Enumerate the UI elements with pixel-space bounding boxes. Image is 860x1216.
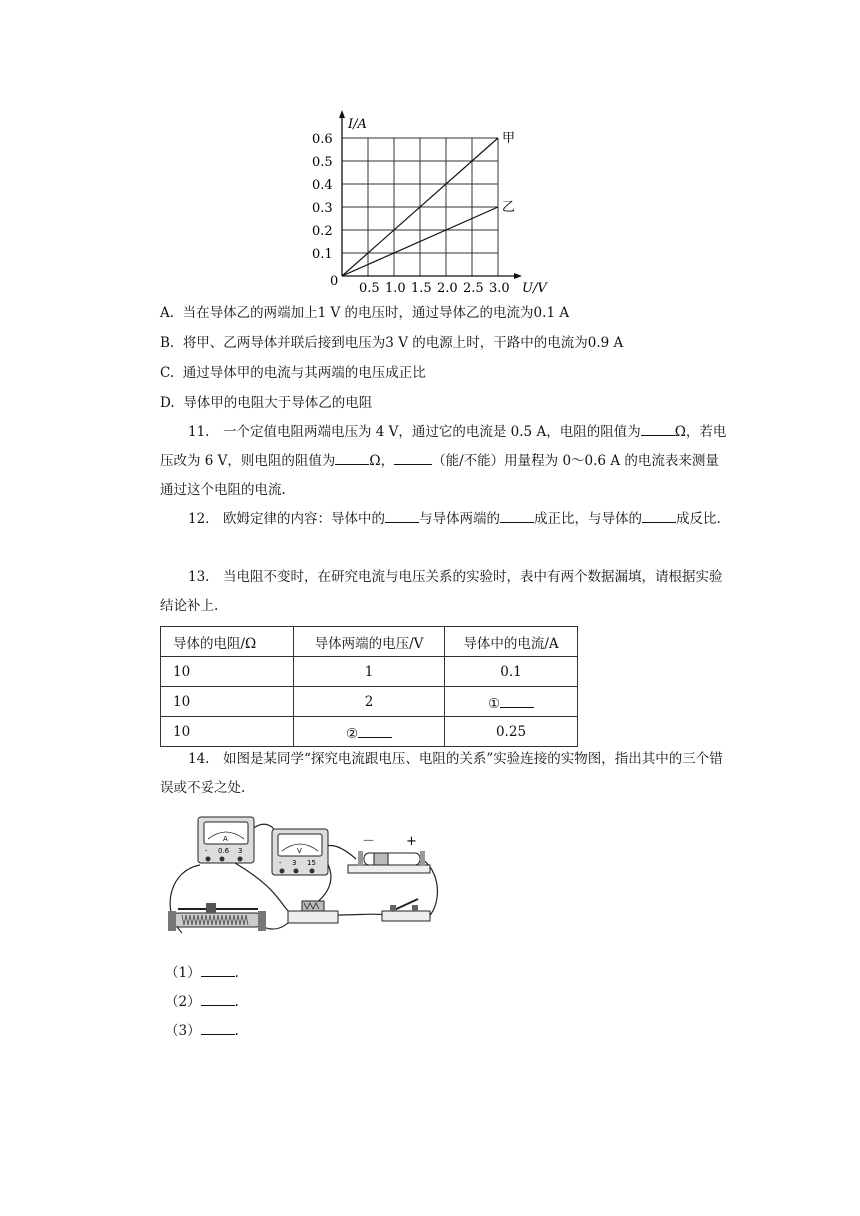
question-12: 12. 欧姆定律的内容：导体中的 与导体两端的 成正比，与导体的 成反比.	[160, 505, 732, 534]
table-cell-blank[interactable]: ①	[445, 687, 578, 717]
battery-plus-label: +	[406, 834, 417, 849]
x-tick-label: 2.0	[437, 281, 458, 296]
table-header: 导体两端的电压/V	[294, 627, 445, 657]
y-tick-label: 0.3	[312, 201, 333, 216]
x-axis-label: U/V	[522, 281, 547, 296]
x-tick-label: 2.5	[463, 281, 484, 296]
ammeter-terminal-label: 3	[238, 847, 243, 855]
y-tick-label: 0.2	[312, 224, 333, 239]
option-d-letter: D.	[160, 395, 175, 411]
q12-blank-2[interactable]	[500, 507, 534, 523]
battery-minus-label: －	[362, 834, 376, 849]
table-cell: 10	[161, 717, 294, 747]
ammeter-terminal-label: 0.6	[218, 847, 230, 855]
q12-blank-1[interactable]	[385, 507, 419, 523]
y-tick-label: 0.4	[312, 178, 333, 193]
option-c	[160, 363, 426, 383]
iu-graph	[300, 102, 547, 296]
q14-blank-2[interactable]	[201, 990, 235, 1006]
series-label: 甲	[502, 131, 516, 146]
y-axis-label: I/A	[348, 117, 367, 132]
table-cell: 0.25	[445, 717, 578, 747]
y-axis-arrow	[339, 110, 345, 118]
x-axis-arrow	[514, 273, 522, 279]
table-header: 导体中的电流/A	[445, 627, 578, 657]
option-a-letter: A.	[160, 305, 175, 321]
y-tick-label: 0.5	[312, 155, 333, 170]
table-cell-blank[interactable]: ②	[294, 717, 445, 747]
table-row	[161, 717, 578, 747]
table-cell: 2	[294, 687, 445, 717]
series-label: 乙	[502, 200, 516, 215]
q14-blank-3[interactable]	[201, 1019, 235, 1035]
table-header: 导体的电阻/Ω	[161, 627, 294, 657]
option-d	[160, 393, 372, 413]
voltmeter	[272, 829, 328, 875]
fixed-resistor	[288, 901, 338, 923]
option-b	[160, 333, 623, 353]
y-tick-label: 0.1	[312, 247, 333, 262]
question-11: 11. 一个定值电阻两端电压为 4 V，通过它的电流是 0.5 A，电阻的阻值为 Ω，若电压改为 6 V，则电阻的阻值为 Ω， （能/不能）用量程为 0～0.6 A 的电流表来测量通过这个电阻的电流.	[160, 418, 732, 505]
ammeter-label: A	[223, 835, 228, 843]
q14-blank-1[interactable]	[201, 961, 235, 977]
q14-item-3: （3） .	[165, 1019, 239, 1041]
origin-label: 0	[330, 274, 339, 289]
option-c-letter: C.	[160, 365, 175, 381]
x-tick-label: 3.0	[489, 281, 510, 296]
q11-blank-3[interactable]	[394, 449, 432, 465]
option-b-letter: B.	[160, 335, 175, 351]
table-cell: 10	[161, 657, 294, 687]
question-13: 13. 当电阻不变时，在研究电流与电压关系的实验时，表中有两个数据漏填，请根据实验结论补上.	[160, 569, 723, 614]
wire	[335, 914, 388, 915]
option-a-text: 当在导体乙的两端加上1 V 的电压时，通过导体乙的电流为0.1 A	[182, 305, 570, 321]
voltmeter-terminal-label: -	[279, 859, 282, 867]
q12-blank-3[interactable]	[642, 507, 676, 523]
ammeter	[198, 817, 254, 863]
table-header-row	[161, 627, 578, 657]
voltmeter-terminal-label: 3	[292, 859, 297, 867]
table-cell: 10	[161, 687, 294, 717]
table-row	[161, 687, 578, 717]
table-cell: 1	[294, 657, 445, 687]
ammeter-terminal-label: -	[205, 847, 208, 855]
voltmeter-terminal-label: 15	[307, 859, 316, 867]
battery	[348, 834, 430, 873]
x-tick-label: 0.5	[359, 281, 380, 296]
rheostat	[168, 903, 266, 931]
option-a	[160, 303, 569, 323]
x-tick-label: 1.0	[385, 281, 406, 296]
switch	[382, 899, 430, 921]
question-14: 14. 如图是某同学“探究电流跟电压、电阻的关系”实验连接的实物图，指出其中的三个错误或不妥之处.	[160, 751, 723, 796]
q11-blank-1[interactable]	[641, 420, 675, 436]
voltmeter-label: V	[297, 847, 302, 855]
q14-item-2: （2） .	[165, 990, 239, 1012]
option-b-text: 将甲、乙两导体并联后接到电压为3 V 的电源上时，干路中的电流为0.9 A	[182, 335, 624, 351]
table-cell: 0.1	[445, 657, 578, 687]
circuit-diagram	[160, 815, 445, 940]
data-table	[160, 626, 578, 747]
y-tick-label: 0.6	[312, 132, 333, 147]
q13-blank-2[interactable]	[358, 722, 392, 738]
q14-item-1: （1） .	[165, 961, 239, 983]
x-tick-label: 1.5	[411, 281, 432, 296]
table-row	[161, 657, 578, 687]
option-c-text: 通过导体甲的电流与其两端的电压成正比	[182, 365, 426, 381]
q11-blank-2[interactable]	[335, 449, 369, 465]
q13-blank-1[interactable]	[500, 692, 534, 708]
option-d-text: 导体甲的电阻大于导体乙的电阻	[183, 395, 373, 411]
